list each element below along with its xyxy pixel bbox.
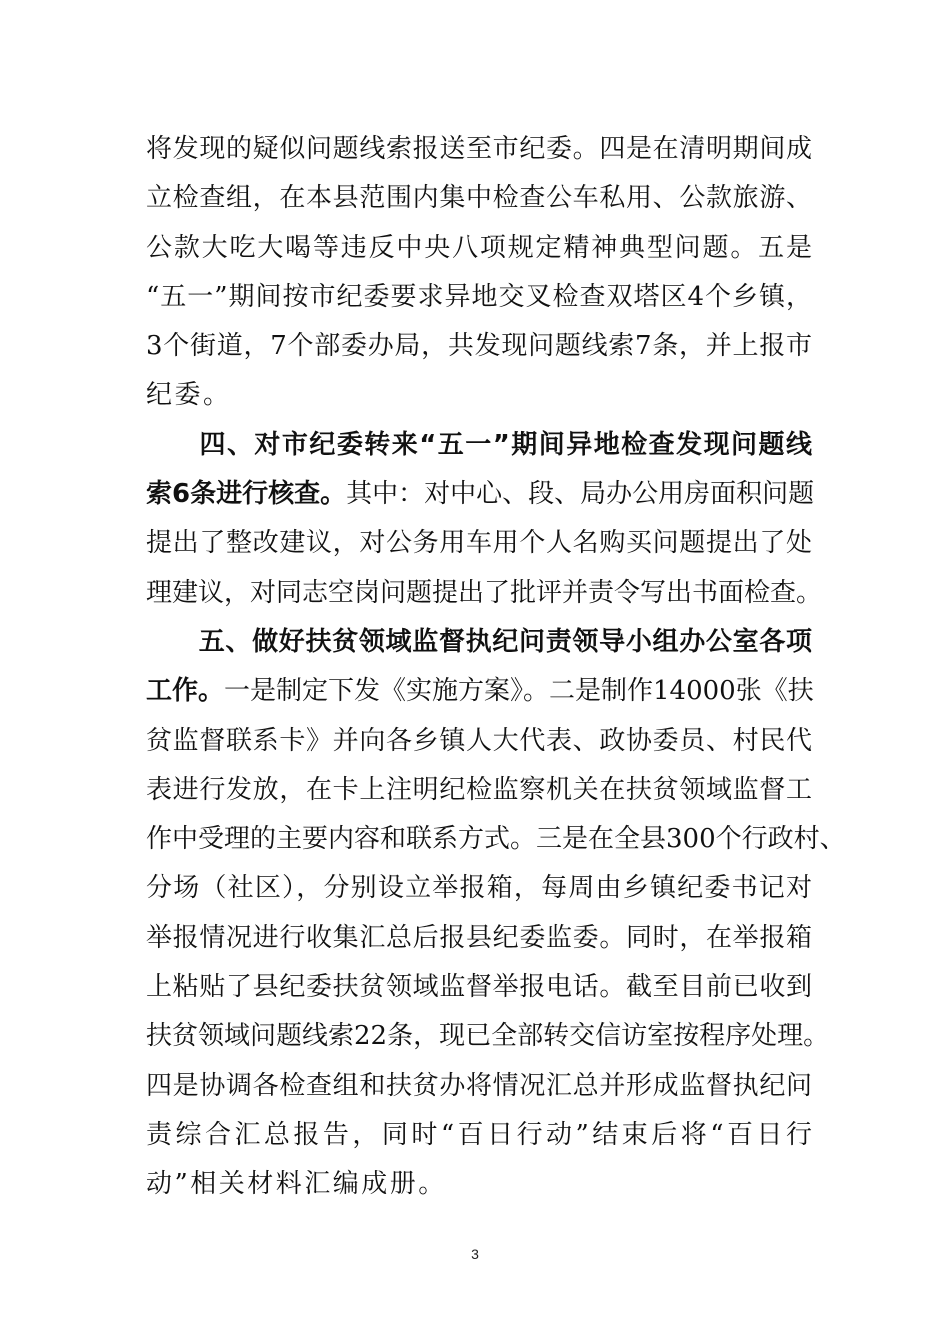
text-line: 扶贫领域问题线索22条，现已全部转交信访室按程序处理。: [146, 1021, 830, 1052]
text-line: 理建议，对同志空岗问题提出了批评并责令写出书面检查。: [146, 577, 823, 608]
text-line: 3个街道，7个部委办局，共发现问题线索7条，并上报市: [146, 331, 812, 362]
text-line: 提出了整改建议，对公务用车用个人名购买问题提出了处: [146, 528, 812, 559]
text-line: 上粘贴了县纪委扶贫领域监督举报电话。截至目前已收到: [146, 972, 812, 1003]
text-line: 纪委。: [146, 380, 232, 411]
text-line: 举报情况进行收集汇总后报县纪委监委。同时，在举报箱: [146, 922, 812, 953]
text-line: 立检查组，在本县范围内集中检查公车私用、公款旅游、: [146, 183, 812, 214]
document-body: [146, 125, 846, 1210]
text-line: 作中受理的主要内容和联系方式。三是在全县300个行政村、: [146, 824, 846, 855]
text-line: 责综合汇总报告，同时“百日行动”结束后将“百日行: [146, 1119, 812, 1150]
text-line: 表进行发放，在卡上注明纪检监察机关在扶贫领域监督工: [146, 774, 812, 805]
section-heading-line: [146, 618, 812, 667]
text-line: 公款大吃大喝等违反中央八项规定精神典型问题。五是: [146, 232, 812, 263]
text-line: 分场（社区），分别设立举报箱，每周由乡镇纪委书记对: [146, 873, 812, 904]
text-line: “五一”期间按市纪委要求异地交叉检查双塔区4个乡镇，: [146, 281, 812, 312]
section-heading-4-cont: 索6条进行核查。: [146, 479, 347, 510]
section-heading-4: 四、对市纪委转来“五一”期间异地检查发现问题线: [198, 429, 812, 460]
text-line: 四是协调各检查组和扶贫办将情况汇总并形成监督执纪问: [146, 1070, 812, 1101]
text-line: 索6条进行核查。其中：对中心、段、局办公用房面积问题: [146, 479, 815, 510]
text-line: 贫监督联系卡》并向各乡镇人大代表、政协委员、村民代: [146, 725, 812, 756]
text-line: 工作。一是制定下发《实施方案》。二是制作14000张《扶: [146, 676, 814, 707]
text-line: 动”相关材料汇编成册。: [146, 1169, 447, 1200]
section-heading-5: 五、做好扶贫领域监督执纪问责领导小组办公室各项: [198, 626, 812, 657]
section-heading-5-cont: 工作。: [146, 676, 225, 707]
text-line: 将发现的疑似问题线索报送至市纪委。四是在清明期间成: [146, 134, 812, 164]
page-number: 3: [471, 1246, 479, 1262]
section-heading-line: [146, 421, 812, 470]
